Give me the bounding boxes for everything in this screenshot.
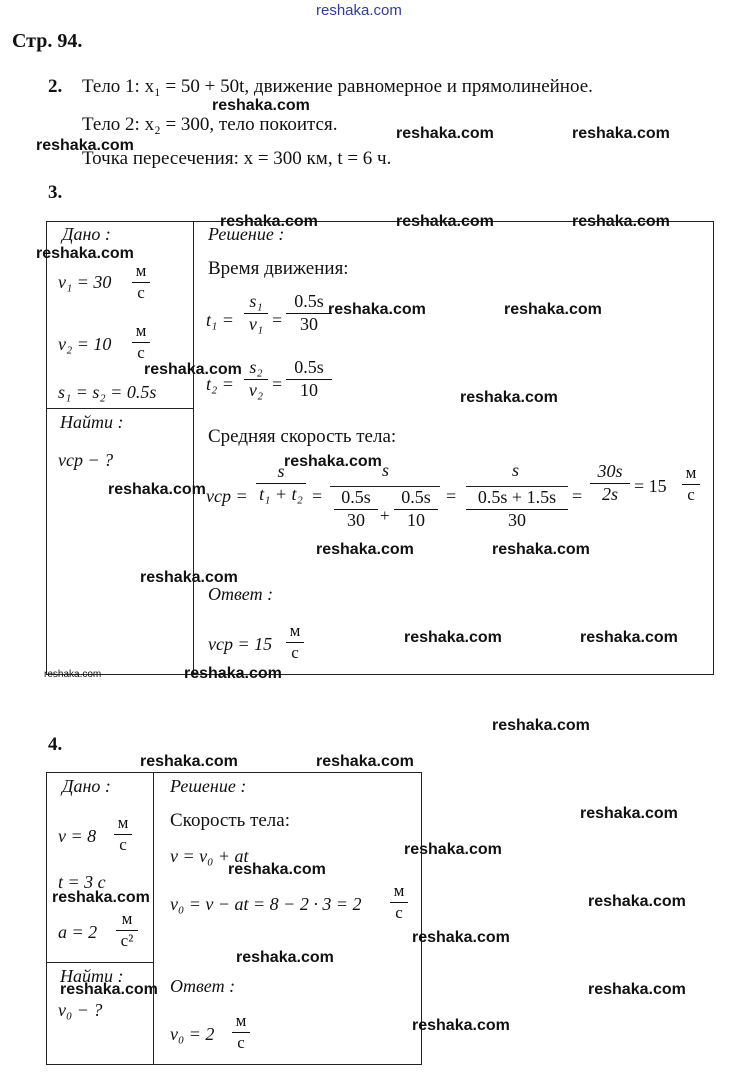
task3-result: = 15 xyxy=(634,476,667,496)
task4-solution-label: Решение : xyxy=(170,776,247,796)
task3-eq-1: = xyxy=(312,486,323,506)
task4-table-left xyxy=(46,772,47,1065)
task4-table-top xyxy=(46,772,422,773)
watermark: reshaka.com xyxy=(572,125,670,142)
watermark: reshaka.com xyxy=(140,569,238,586)
watermark: reshaka.com xyxy=(572,213,670,230)
task4-a-unit: м с² xyxy=(116,910,138,950)
task3-v1-unit: м с xyxy=(132,262,150,302)
task3-avg-heading: Средняя скорость тела: xyxy=(208,426,397,447)
task4-eq2: v₀ = v − at = 8 − 2 · 3 = 2 xyxy=(170,894,362,914)
task3-t2-value: 0.5s 10 xyxy=(286,358,332,401)
task4-dano-label: Дано : xyxy=(62,776,111,796)
task2-line2: Тело 2: x₂ = 300, тело покоится. xyxy=(82,114,338,135)
task3-vavg-lhs: vср = xyxy=(206,486,248,506)
watermark: reshaka.com xyxy=(412,929,510,946)
task4-eq1: v = v₀ + at xyxy=(170,846,249,866)
watermark: reshaka.com xyxy=(580,805,678,822)
task3-f3-num: s xyxy=(512,460,520,480)
watermark: reshaka.com xyxy=(316,753,414,770)
watermark: reshaka.com xyxy=(36,245,134,262)
watermark: reshaka.com xyxy=(396,125,494,142)
task3-number: 3. xyxy=(48,182,63,203)
task3-find-label: Найти : xyxy=(60,412,124,432)
task3-t2-frac: s₂ v₂ xyxy=(244,358,268,401)
task3-t1-eq: = xyxy=(272,310,283,330)
task3-answer-unit: м с xyxy=(286,622,304,662)
watermark: reshaka.com xyxy=(396,213,494,230)
watermark: reshaka.com xyxy=(236,949,334,966)
watermark: reshaka.com xyxy=(108,481,206,498)
task3-t1-lhs: t₁ = xyxy=(206,310,234,330)
task3-v1: v₁ = 30 xyxy=(58,272,112,292)
task2-line3: Точка пересечения: x = 300 км, t = 6 ч. xyxy=(82,148,392,169)
task4-find-label: Найти : xyxy=(60,966,124,986)
task3-t2-lhs: t₂ = xyxy=(206,374,234,394)
task3-table-right xyxy=(713,221,714,675)
task3-time-heading: Время движения: xyxy=(208,258,349,279)
task4-find: v₀ − ? xyxy=(58,1000,103,1020)
task2-line1: Тело 1: x₁ = 50 + 50t, движение равномерное и прямолинейное. xyxy=(82,76,593,97)
watermark: reshaka.com xyxy=(404,841,502,858)
task3-f2-den-b: 0.5s 10 xyxy=(394,488,438,531)
task3-t1-frac: s₁ v₁ xyxy=(244,292,268,335)
task3-f4: 30s 2s xyxy=(590,462,630,505)
task3-v2-unit: м с xyxy=(132,322,150,362)
watermark: reshaka.com xyxy=(228,861,326,878)
task3-plus: + xyxy=(380,506,390,525)
task4-v: v = 8 xyxy=(58,826,97,846)
task3-find: vср − ? xyxy=(58,450,114,470)
task3-table-divider xyxy=(193,221,194,675)
task3-f2-den-a: 0.5s 30 xyxy=(334,488,378,531)
task4-speed-heading: Скорость тела: xyxy=(170,810,290,831)
watermark: reshaka.com xyxy=(36,137,134,154)
watermark: reshaka.com xyxy=(492,717,590,734)
task3-result-unit: м с xyxy=(682,464,700,504)
watermark: reshaka.com xyxy=(316,541,414,558)
watermark: reshaka.com xyxy=(504,301,602,318)
watermark: reshaka.com xyxy=(184,665,282,682)
task3-answer-label: Ответ : xyxy=(208,584,274,604)
watermark: reshaka.com xyxy=(52,889,150,906)
task4-table-divider xyxy=(153,772,154,1065)
task4-answer: v₀ = 2 xyxy=(170,1024,215,1044)
task4-table-bottom xyxy=(46,1064,422,1065)
watermark: reshaka.com xyxy=(412,1017,510,1034)
watermark: reshaka.com xyxy=(212,97,310,114)
watermark-top: reshaka.com xyxy=(316,2,402,19)
task3-dano-label: Дано : xyxy=(62,224,111,244)
task3-eq-2: = xyxy=(446,486,457,506)
task3-table-bottom xyxy=(46,674,714,675)
page-header: Стр. 94. xyxy=(12,30,83,52)
watermark: reshaka.com xyxy=(492,541,590,558)
watermark: reshaka.com xyxy=(284,453,382,470)
watermark: reshaka.com xyxy=(328,301,426,318)
task4-number: 4. xyxy=(48,734,63,755)
task4-a: a = 2 xyxy=(58,922,98,942)
task2-number: 2. xyxy=(48,76,63,97)
watermark: reshaka.com xyxy=(220,213,318,230)
task3-eq-3: = xyxy=(572,486,583,506)
task3-f3-den: 0.5s + 1.5s 30 xyxy=(466,488,568,531)
task4-answer-unit: м с xyxy=(232,1012,250,1052)
watermark: reshaka.com xyxy=(588,981,686,998)
task4-t: t = 3 с xyxy=(58,872,106,892)
task3-s: s₁ = s₂ = 0.5s xyxy=(58,382,157,402)
task3-solution-label: Решение : xyxy=(208,224,285,244)
watermark: reshaka.com xyxy=(404,629,502,646)
watermark: reshaka.com xyxy=(588,893,686,910)
task4-answer-label: Ответ : xyxy=(170,976,236,996)
task3-answer: vср = 15 xyxy=(208,634,273,654)
task4-v-unit: м с xyxy=(114,814,132,854)
watermark: reshaka.com xyxy=(144,361,242,378)
task3-given-divider xyxy=(46,408,194,409)
task4-given-divider xyxy=(46,962,154,963)
watermark-small: reshaka.com xyxy=(44,669,102,680)
watermark: reshaka.com xyxy=(140,753,238,770)
task3-f1: s t₁ + t₂ xyxy=(256,462,306,505)
task3-v2: v₂ = 10 xyxy=(58,334,112,354)
watermark: reshaka.com xyxy=(460,389,558,406)
task3-table-left xyxy=(46,221,47,675)
task4-eq2-unit: м с xyxy=(390,882,408,922)
watermark: reshaka.com xyxy=(60,981,158,998)
watermark: reshaka.com xyxy=(580,629,678,646)
task3-t2-eq: = xyxy=(272,374,283,394)
task3-f2-num: s xyxy=(382,460,390,480)
task3-t1-value: 0.5s 30 xyxy=(286,292,332,335)
